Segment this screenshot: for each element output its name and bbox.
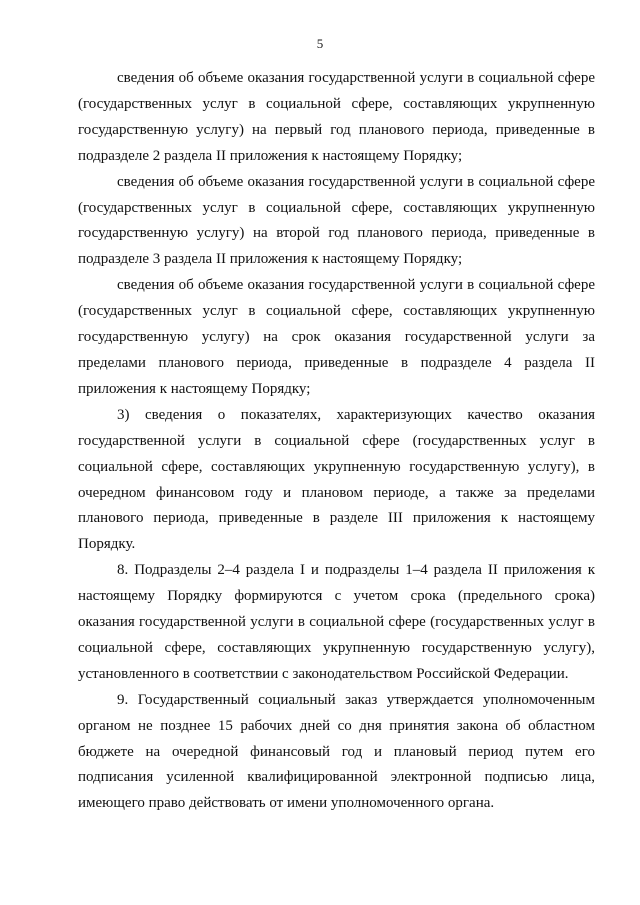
document-body: [78, 66, 595, 817]
paragraph-section-8: 8. Подразделы 2–4 раздела I и подразделы 1–4 раздела II приложения к настоящему Порядку формируются с учетом срока (предельного срока) оказания государственной услуги в социальной сфере (государственных услуг в социальной сфере, составляющих укрупненную государственную услугу), установленного в соответствии с законодательством Российской Федерации.: [78, 562, 595, 682]
paragraph-volume-first-year: сведения об объеме оказания государственной услуги в социальной сфере (государственных услуг в социальной сфере, составляющих укрупненную государственную услугу) на первый год планового периода, приведенные в подразделе 2 раздела II приложения к настоящему Порядку;: [78, 70, 595, 164]
paragraph-section-9: 9. Государственный социальный заказ утверждается уполномоченным органом не позднее 15 рабочих дней со дня принятия закона об областном бюджете на очередной финансовый год и плановый период путем его подписания усиленной квалифицированной электронной подписью лица, имеющего право действовать от имени уполномоченного органа.: [78, 691, 595, 812]
paragraph-quality-indicators: 3) сведения о показателях, характеризующих качество оказания государственной услуги в социальной сфере (государственных услуг в социальной сфере, составляющих укрупненную государственную услугу), в очередном финансовом году и плановом периоде, а также за пределами планового периода, приведенные в разделе III приложения к настоящему Порядку.: [78, 406, 595, 553]
paragraph-volume-second-year: сведения об объеме оказания государственной услуги в социальной сфере (государственных услуг в социальной сфере, составляющих укрупненную государственную услугу) на второй год планового периода, приведенные в подразделе 3 раздела II приложения к настоящему Порядку;: [78, 173, 595, 268]
paragraph-volume-beyond-period: сведения об объеме оказания государственной услуги в социальной сфере (государственных услуг в социальной сфере, составляющих укрупненную государственную услугу) на срок оказания государственной услуги за пределами планового периода, приведенные в подразделе 4 раздела II приложения к настоящему Порядку;: [78, 277, 595, 397]
page-number: 5: [316, 36, 324, 51]
